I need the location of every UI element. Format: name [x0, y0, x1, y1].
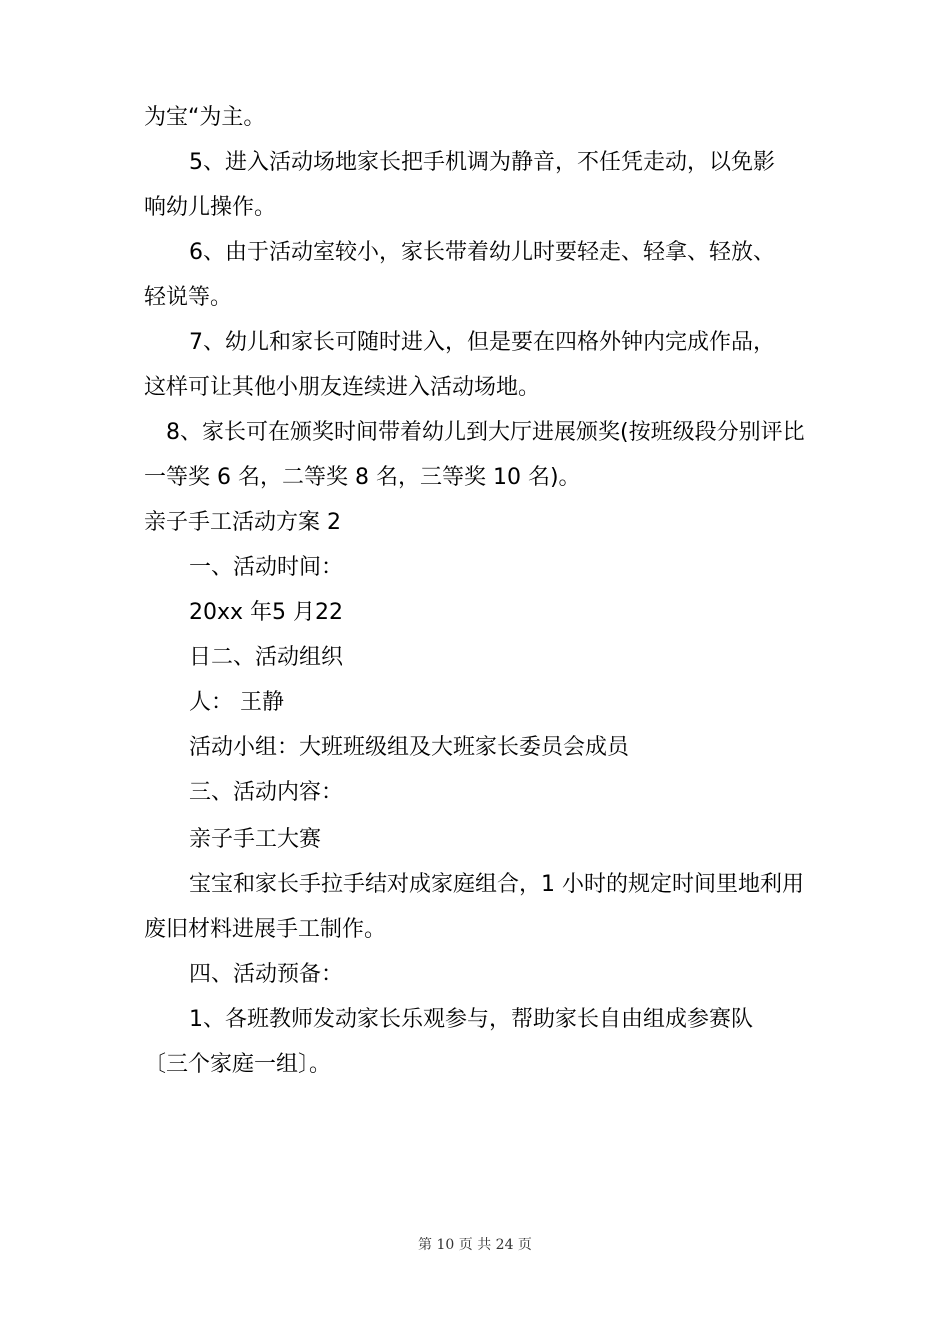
section-title: 亲子手工活动方案 2	[144, 510, 341, 535]
text-line: 轻说等。	[144, 285, 233, 310]
text-line: 〔三个家庭一组〕。	[144, 1052, 332, 1077]
text-line: 四、活动预备：	[189, 962, 344, 987]
text-line: 20xx 年5 月22	[189, 600, 344, 625]
text-line: 为宝“为主。	[144, 105, 266, 130]
text-line: 亲子手工大赛	[189, 827, 322, 852]
text-line: 宝宝和家长手拉手结对成家庭组合，1 小时的规定时间里地利用	[189, 872, 804, 897]
text-line: 废旧材料进展手工制作。	[144, 917, 387, 942]
text-line: 一、活动时间：	[189, 555, 344, 580]
text-line: 1、各班教师发动家长乐观参与，帮助家长自由组成参赛队	[189, 1007, 753, 1032]
text-line: 三、活动内容：	[189, 780, 344, 805]
text-line: 6、由于活动室较小，家长带着幼儿时要轻走、轻拿、轻放、	[189, 240, 775, 265]
text-line: 日二、活动组织	[189, 645, 344, 670]
text-line: 响幼儿操作。	[144, 195, 277, 220]
text-line: 8、家长可在颁奖时间带着幼儿到大厅进展颁奖(按班级段分别评比	[166, 420, 805, 445]
text-line: 一等奖 6 名，二等奖 8 名，三等奖 10 名)。	[144, 465, 581, 490]
text-line: 人： 王静	[189, 690, 284, 715]
text-line: 活动小组：大班班级组及大班家长委员会成员	[189, 735, 630, 760]
text-line: 7、幼儿和家长可随时进入，但是要在四格外钟内完成作品，	[189, 330, 775, 355]
text-line: 这样可让其他小朋友连续进入活动场地。	[144, 375, 541, 400]
text-line: 5、进入活动场地家长把手机调为静音，不任凭走动，以免影	[189, 150, 775, 175]
page-number-footer: 第 10 页 共 24 页	[418, 1237, 532, 1253]
